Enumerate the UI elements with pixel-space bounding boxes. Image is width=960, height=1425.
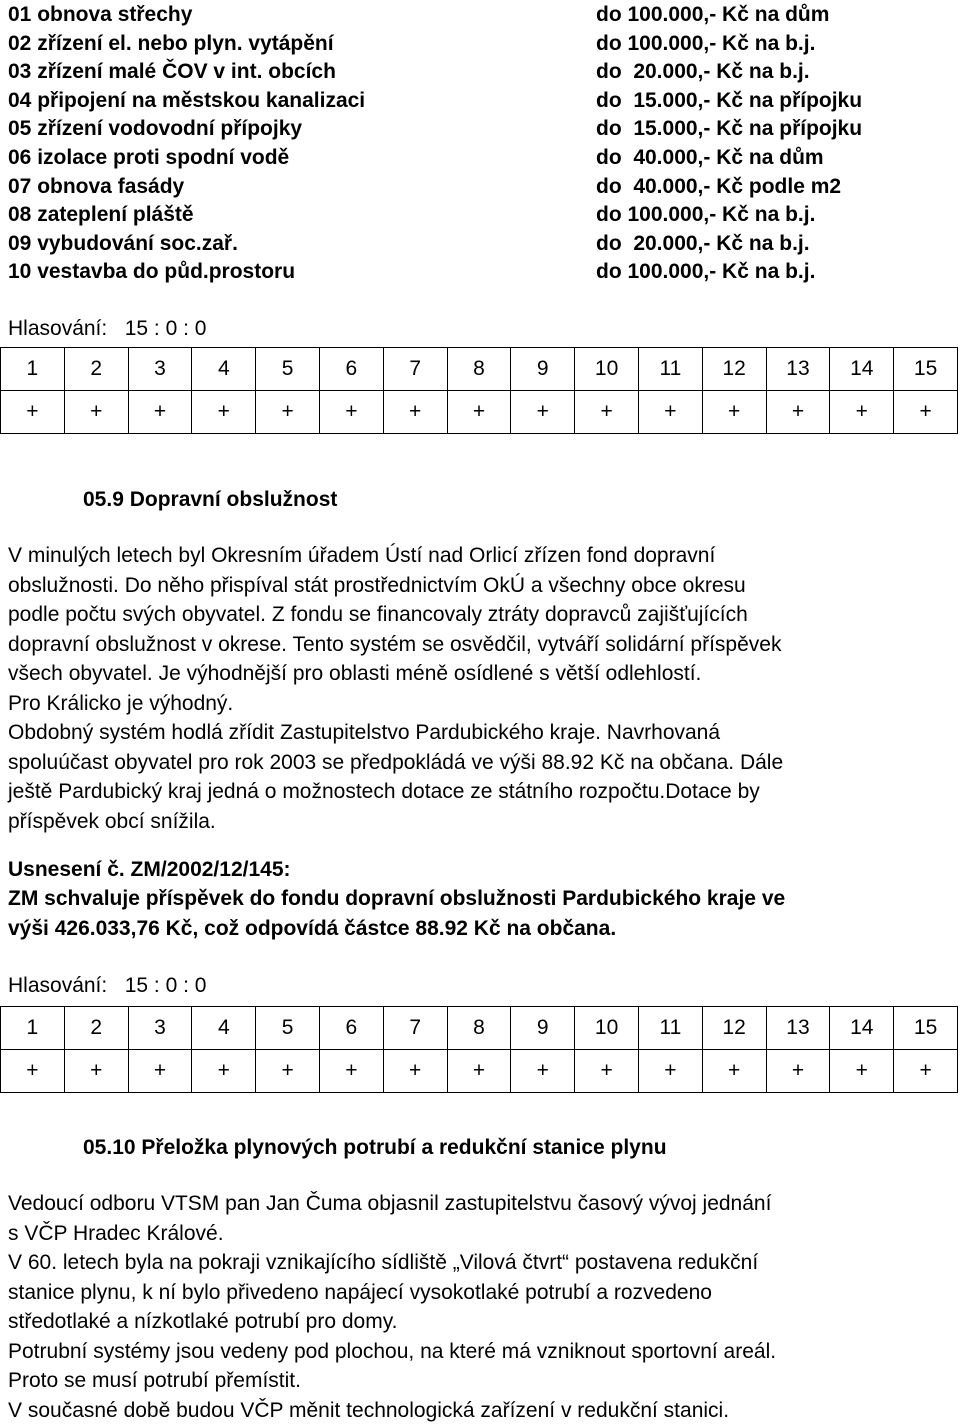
vote-number-cell: 14: [830, 348, 894, 391]
vote-mark-cell: +: [1, 391, 65, 434]
vote-mark-cell: +: [383, 1050, 447, 1093]
vote-number-cell: 10: [575, 1007, 639, 1050]
vote-number-cell: 8: [447, 1007, 511, 1050]
vote-number-cell: 1: [1, 1007, 65, 1050]
vote-number-cell: 4: [192, 1007, 256, 1050]
vote-mark-cell: +: [319, 1050, 383, 1093]
item-amount: do 15.000,- Kč na přípojku: [596, 114, 862, 143]
vote-mark-cell: +: [64, 1050, 128, 1093]
vote-number-cell: 9: [511, 348, 575, 391]
vote-mark-cell: +: [894, 391, 958, 434]
vote-mark-cell: +: [447, 1050, 511, 1093]
text-line: všech obyvatel. Je výhodnější pro oblasti méně osídlené s větší odlehlostí.: [8, 659, 953, 689]
item-name: 10 vestavba do půd.prostoru: [8, 257, 295, 286]
item-amount: do 100.000,- Kč na b.j.: [596, 257, 815, 286]
item-name: 03 zřízení malé ČOV v int. obcích: [8, 57, 336, 86]
list-item: [8, 86, 960, 115]
vote-mark-cell: +: [447, 391, 511, 434]
text-line: Pro Králicko je výhodný.: [8, 689, 953, 719]
item-name: 02 zřízení el. nebo plyn. vytápění: [8, 29, 334, 58]
text-line: V současné době budou VČP měnit technologická zařízení v redukční stanici.: [8, 1396, 953, 1425]
vote-number-cell: 15: [894, 1007, 958, 1050]
vote-number-cell: 3: [128, 348, 192, 391]
section-body: [8, 1189, 953, 1425]
item-name: 05 zřízení vodovodní přípojky: [8, 114, 302, 143]
item-amount: do 20.000,- Kč na b.j.: [596, 229, 810, 258]
vote-number-cell: 12: [702, 348, 766, 391]
vote-marks-row: [1, 1050, 958, 1093]
vote-number-cell: 4: [192, 348, 256, 391]
vote-numbers-row: [1, 348, 958, 391]
item-amount: do 100.000,- Kč na dům: [596, 0, 829, 29]
vote-mark-cell: +: [638, 1050, 702, 1093]
list-item: [8, 143, 960, 172]
vote-number-cell: 13: [766, 348, 830, 391]
text-line: dopravní obslužnost v okrese. Tento systém se osvědčil, vytváří solidární příspěvek: [8, 630, 953, 660]
vote-table: [0, 1006, 958, 1093]
vote-label: Hlasování: 15 : 0 : 0: [8, 315, 206, 343]
vote-mark-cell: +: [128, 1050, 192, 1093]
text-line: ještě Pardubický kraj jedná o možnostech dotace ze státního rozpočtu.Dotace by: [8, 777, 953, 807]
vote-mark-cell: +: [128, 391, 192, 434]
text-line: stanice plynu, k ní bylo přivedeno napájecí vysokotlaké potrubí a rozvedeno: [8, 1278, 953, 1308]
vote-mark-cell: +: [511, 1050, 575, 1093]
item-amount: do 20.000,- Kč na b.j.: [596, 57, 810, 86]
vote-number-cell: 9: [511, 1007, 575, 1050]
text-line: spoluúčast obyvatel pro rok 2003 se předpokládá ve výši 88.92 Kč na občana. Dále: [8, 748, 953, 778]
vote-number-cell: 11: [638, 1007, 702, 1050]
text-line: V minulých letech byl Okresním úřadem Ústí nad Orlicí zřízen fond dopravní: [8, 541, 953, 571]
section-heading: 05.10 Přeložka plynových potrubí a redukční stanice plynu: [83, 1134, 667, 1162]
vote-number-cell: 2: [64, 348, 128, 391]
vote-label: Hlasování: 15 : 0 : 0: [8, 972, 206, 1000]
text-line: s VČP Hradec Králové.: [8, 1219, 953, 1249]
vote-numbers-row: [1, 1007, 958, 1050]
section-heading: 05.9 Dopravní obslužnost: [83, 486, 337, 514]
item-amount: do 100.000,- Kč na b.j.: [596, 200, 815, 229]
vote-number-cell: 1: [1, 348, 65, 391]
item-amount: do 40.000,- Kč podle m2: [596, 172, 841, 201]
vote-mark-cell: +: [575, 1050, 639, 1093]
vote-mark-cell: +: [511, 391, 575, 434]
item-name: 08 zateplení pláště: [8, 200, 194, 229]
text-line: středotlaké a nízkotlaké potrubí pro domy.: [8, 1307, 953, 1337]
vote-number-cell: 7: [383, 1007, 447, 1050]
text-line: ZM schvaluje příspěvek do fondu dopravní obslužnosti Pardubického kraje ve: [8, 884, 953, 914]
text-line: Obdobný systém hodlá zřídit Zastupitelstvo Pardubického kraje. Navrhovaná: [8, 718, 953, 748]
vote-mark-cell: +: [383, 391, 447, 434]
text-line: příspěvek obcí snížila.: [8, 807, 953, 837]
list-item: [8, 257, 960, 286]
vote-table: [0, 347, 958, 434]
vote-number-cell: 6: [319, 348, 383, 391]
vote-marks-row: [1, 391, 958, 434]
vote-number-cell: 11: [638, 348, 702, 391]
item-name: 04 připojení na městskou kanalizaci: [8, 86, 365, 115]
list-item: [8, 200, 960, 229]
list-item: [8, 0, 960, 29]
text-line: V 60. letech byla na pokraji vznikajícího sídliště „Vilová čtvrt“ postavena redukční: [8, 1248, 953, 1278]
vote-number-cell: 5: [256, 1007, 320, 1050]
item-name: 01 obnova střechy: [8, 0, 192, 29]
item-amount: do 40.000,- Kč na dům: [596, 143, 824, 172]
vote-number-cell: 7: [383, 348, 447, 391]
vote-number-cell: 3: [128, 1007, 192, 1050]
vote-mark-cell: +: [830, 391, 894, 434]
vote-number-cell: 12: [702, 1007, 766, 1050]
resolution-title: Usnesení č. ZM/2002/12/145:: [8, 856, 291, 884]
vote-number-cell: 13: [766, 1007, 830, 1050]
text-line: podle počtu svých obyvatel. Z fondu se financovaly ztráty dopravců zajišťujících: [8, 600, 953, 630]
vote-number-cell: 6: [319, 1007, 383, 1050]
vote-number-cell: 2: [64, 1007, 128, 1050]
vote-mark-cell: +: [319, 391, 383, 434]
text-line: Proto se musí potrubí přemístit.: [8, 1366, 953, 1396]
vote-mark-cell: +: [1, 1050, 65, 1093]
vote-mark-cell: +: [256, 391, 320, 434]
item-amount: do 100.000,- Kč na b.j.: [596, 29, 815, 58]
section-body: [8, 541, 953, 836]
resolution-text: [8, 884, 953, 943]
vote-mark-cell: +: [894, 1050, 958, 1093]
vote-mark-cell: +: [702, 1050, 766, 1093]
vote-mark-cell: +: [192, 1050, 256, 1093]
list-item: [8, 57, 960, 86]
vote-number-cell: 10: [575, 348, 639, 391]
list-item: [8, 114, 960, 143]
vote-mark-cell: +: [256, 1050, 320, 1093]
text-line: Vedoucí odboru VTSM pan Jan Čuma objasnil zastupitelstvu časový vývoj jednání: [8, 1189, 953, 1219]
vote-mark-cell: +: [766, 1050, 830, 1093]
text-line: obslužnosti. Do něho přispíval stát prostřednictvím OkÚ a všechny obce okresu: [8, 571, 953, 601]
vote-number-cell: 8: [447, 348, 511, 391]
list-item: [8, 229, 960, 258]
vote-mark-cell: +: [830, 1050, 894, 1093]
item-name: 09 vybudování soc.zař.: [8, 229, 238, 258]
vote-number-cell: 14: [830, 1007, 894, 1050]
list-item: [8, 172, 960, 201]
vote-mark-cell: +: [702, 391, 766, 434]
vote-mark-cell: +: [766, 391, 830, 434]
item-amount: do 15.000,- Kč na přípojku: [596, 86, 862, 115]
item-name: 06 izolace proti spodní vodě: [8, 143, 289, 172]
vote-mark-cell: +: [192, 391, 256, 434]
vote-mark-cell: +: [64, 391, 128, 434]
item-name: 07 obnova fasády: [8, 172, 184, 201]
list-item: [8, 29, 960, 58]
vote-number-cell: 5: [256, 348, 320, 391]
vote-number-cell: 15: [894, 348, 958, 391]
text-line: výši 426.033,76 Kč, což odpovídá částce 88.92 Kč na občana.: [8, 914, 953, 944]
text-line: Potrubní systémy jsou vedeny pod plochou, na které má vzniknout sportovní areál.: [8, 1337, 953, 1367]
vote-mark-cell: +: [575, 391, 639, 434]
vote-mark-cell: +: [638, 391, 702, 434]
